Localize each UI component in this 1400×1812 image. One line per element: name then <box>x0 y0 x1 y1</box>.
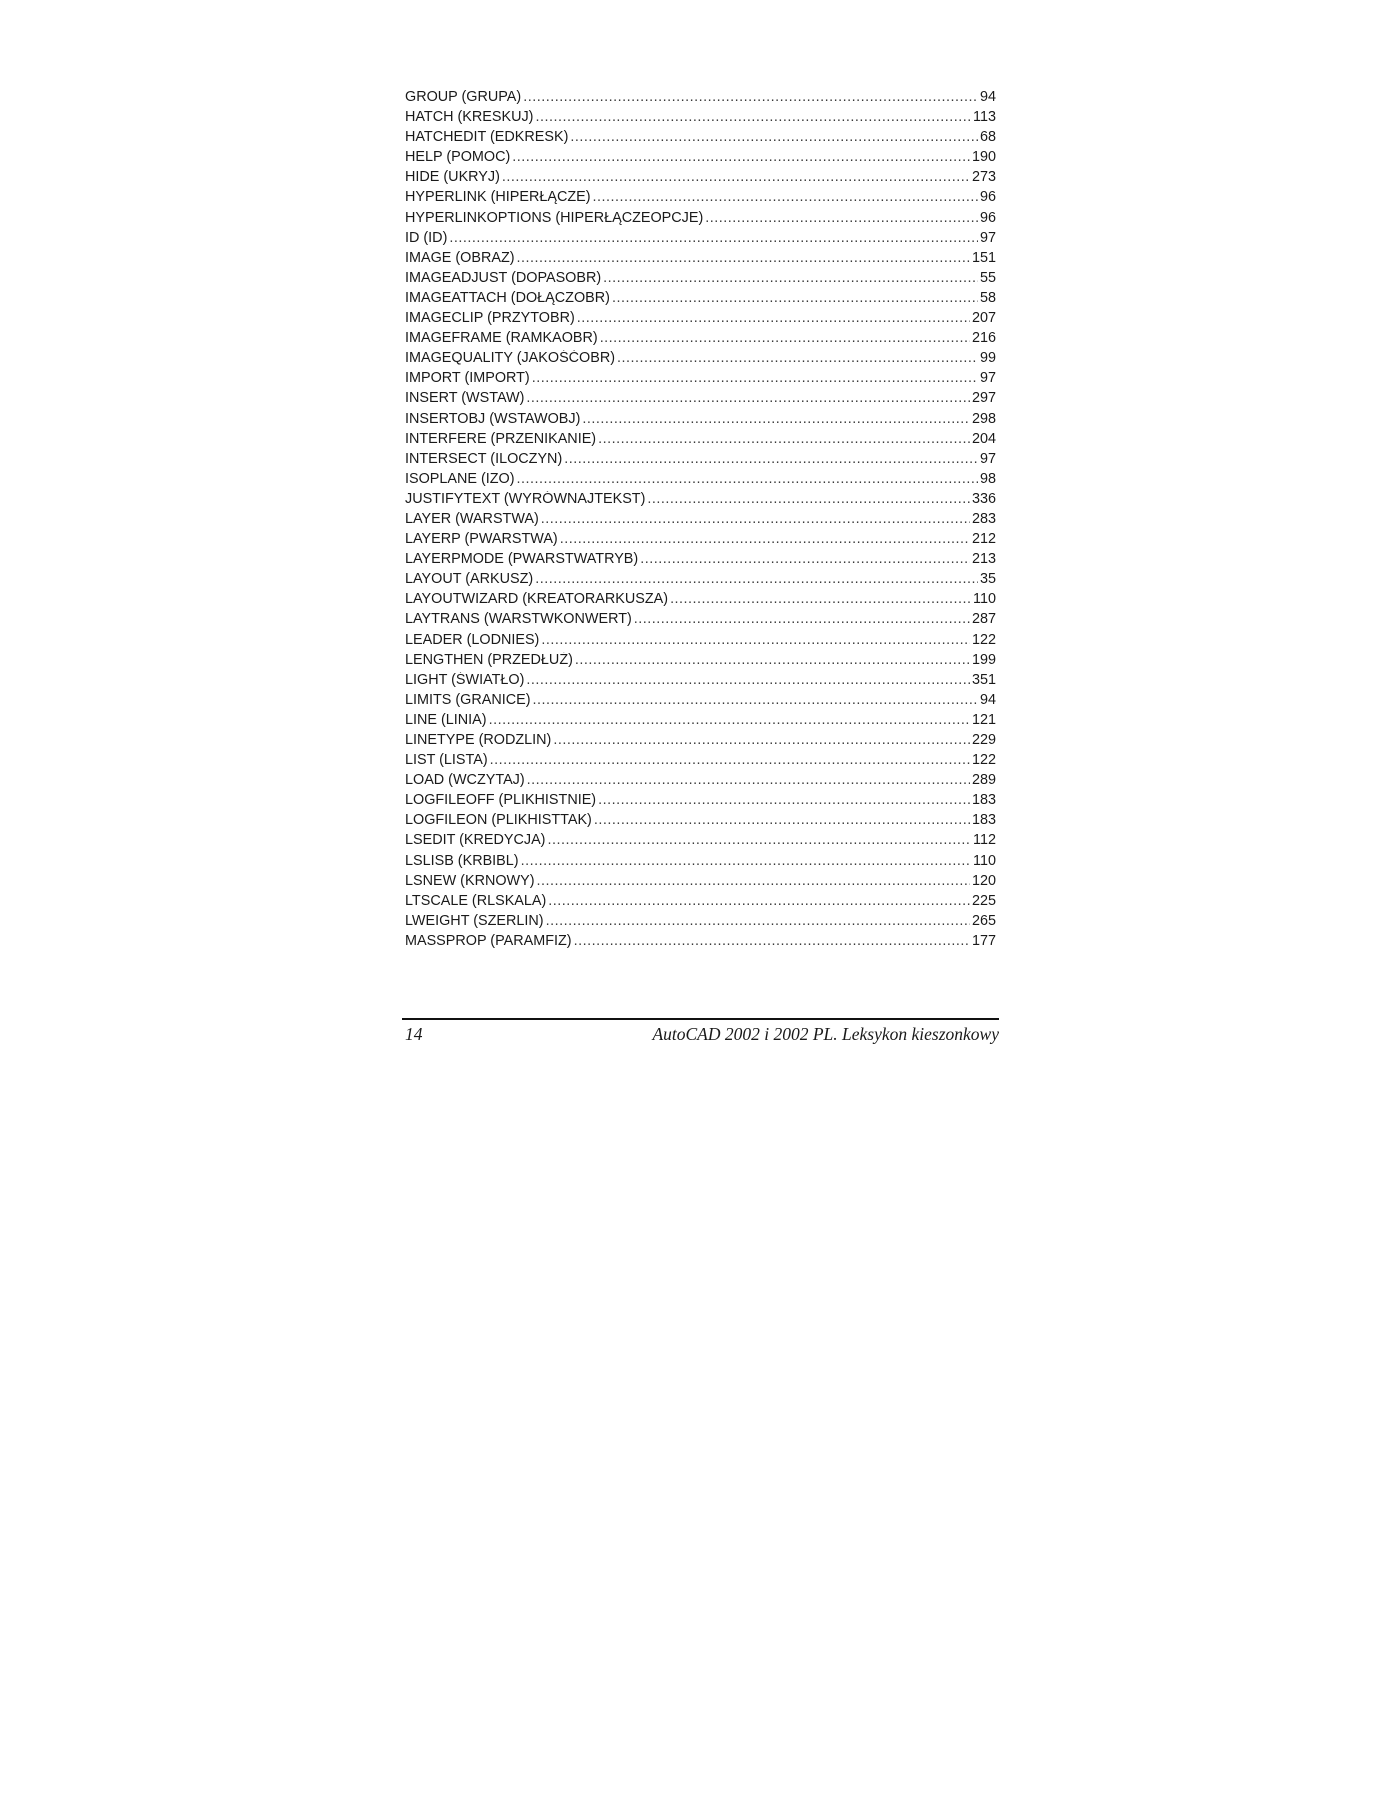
index-entry <box>405 712 996 732</box>
index-entry-page: 94 <box>979 89 996 105</box>
dot-leader <box>532 370 978 386</box>
index-entry-page: 96 <box>979 189 996 206</box>
dot-leader <box>502 169 970 185</box>
index-entry <box>405 169 996 189</box>
index-entry-term: LSEDIT (KREDYCJA) <box>405 832 546 849</box>
index-entry-term: HELP (POMOC) <box>405 149 511 166</box>
dot-leader <box>548 893 970 909</box>
dot-leader <box>535 571 978 587</box>
index-entry <box>405 531 996 551</box>
dot-leader <box>594 812 970 828</box>
index-entry-term: IMAGEADJUST (DOPASOBR) <box>405 269 602 286</box>
index-entry-page: 287 <box>971 611 996 628</box>
index-entry <box>405 330 996 350</box>
index-entry-term: HATCH (KRESKUJ) <box>405 109 534 126</box>
index-entry-page: 225 <box>971 892 996 909</box>
index-entry <box>405 350 996 370</box>
index-entry <box>405 411 996 431</box>
index-entry-term: LAYTRANS (WARSTWKONWERT) <box>405 611 632 628</box>
dot-leader <box>640 551 970 567</box>
index-entry-page: 58 <box>979 289 996 306</box>
index-entry-page: 265 <box>971 912 996 929</box>
index-entry-page: 120 <box>971 872 996 889</box>
index-entry <box>405 551 996 571</box>
index-entry-page: 112 <box>973 832 996 849</box>
index-entry-term: MASSPROP (PARAMFIZ) <box>405 932 572 949</box>
index-entry <box>405 451 996 471</box>
dot-leader <box>612 290 978 306</box>
dot-leader <box>553 732 970 748</box>
index-entry-page: 199 <box>971 651 996 668</box>
index-entry-page: 204 <box>971 430 996 447</box>
index-entry-page: 177 <box>971 932 996 949</box>
index-entry-term: LIGHT (ŚWIATŁO) <box>405 671 525 688</box>
index-entry <box>405 591 996 611</box>
index-entry <box>405 873 996 893</box>
dot-leader <box>577 310 970 326</box>
index-entry <box>405 853 996 873</box>
index-entry-page: 96 <box>979 209 996 226</box>
index-entry <box>405 832 996 852</box>
index-entry <box>405 471 996 491</box>
dot-leader <box>575 652 970 668</box>
index-entry <box>405 571 996 591</box>
dot-leader <box>634 611 970 627</box>
index-entry-term: IMAGE (OBRAZ) <box>405 249 515 266</box>
index-entry <box>405 89 996 109</box>
index-entry-term: LAYER (WARSTWA) <box>405 510 539 527</box>
index-entry <box>405 149 996 169</box>
dot-leader <box>526 672 970 688</box>
index-entry-page: 110 <box>973 591 996 608</box>
index-entry-term: LAYERP (PWARSTWA) <box>405 531 558 548</box>
index-entry-term: LWEIGHT (SZERLIN) <box>405 912 544 929</box>
index-entry-page: 207 <box>971 310 996 327</box>
index-entry-page: 289 <box>971 772 996 789</box>
index-entry-page: 336 <box>971 490 996 507</box>
dot-leader <box>593 189 978 205</box>
index-entry-term: LSLISB (KRBIBL) <box>405 852 519 869</box>
dot-leader <box>570 129 978 145</box>
dot-leader <box>546 913 970 929</box>
dot-leader <box>600 330 970 346</box>
index-entry <box>405 692 996 712</box>
page-number: 14 <box>405 1024 423 1044</box>
dot-leader <box>489 712 970 728</box>
index-entry <box>405 370 996 390</box>
index-entry <box>405 772 996 792</box>
index-entry-term: LEADER (LODNIES) <box>405 631 540 648</box>
index-entry <box>405 812 996 832</box>
index-entry-term: LINE (LINIA) <box>405 711 487 728</box>
index-entry-page: 68 <box>979 129 996 146</box>
index-entry <box>405 250 996 270</box>
index-entry-term: INTERSECT (ILOCZYN) <box>405 450 563 467</box>
index-entry-page: 190 <box>971 149 996 166</box>
index-entry-term: LTSCALE (RLSKALA) <box>405 892 547 909</box>
index-entry-page: 229 <box>971 732 996 748</box>
index-entry-term: LOAD (WCZYTAJ) <box>405 772 525 789</box>
dot-leader <box>449 230 978 246</box>
index-entry-page: 121 <box>971 711 996 728</box>
index-entry-term: INSERT (WSTAW) <box>405 390 525 407</box>
index-entry-page: 298 <box>971 410 996 427</box>
index-entry-page: 213 <box>971 551 996 568</box>
dot-leader <box>521 853 971 869</box>
index-entry-page: 183 <box>971 792 996 809</box>
index-entry-page: 97 <box>979 370 996 387</box>
index-entry-page: 94 <box>979 691 996 708</box>
dot-leader <box>564 451 978 467</box>
dot-leader <box>541 511 970 527</box>
dot-leader <box>617 350 978 366</box>
index-entry <box>405 270 996 290</box>
dot-leader <box>490 752 970 768</box>
dot-leader <box>523 89 978 105</box>
dot-leader <box>517 250 970 266</box>
index-entry <box>405 390 996 410</box>
index-entry-term: LIMITS (GRANICE) <box>405 691 531 708</box>
index-entry-term: LOGFILEON (PLIKHISTTAK) <box>405 812 592 829</box>
index-entry-page: 97 <box>979 450 996 467</box>
index-entry-term: JUSTIFYTEXT (WYRÓWNAJTEKST) <box>405 490 646 507</box>
index-entry <box>405 752 996 772</box>
index-entry-page: 97 <box>979 229 996 246</box>
index-entry <box>405 672 996 692</box>
index-entry <box>405 290 996 310</box>
index-entry-term: ISOPLANE (IZO) <box>405 470 515 487</box>
index-entry-term: INTERFERE (PRZENIKANIE) <box>405 430 597 447</box>
dot-leader <box>512 149 970 165</box>
index-entry-page: 216 <box>971 330 996 347</box>
index-entry <box>405 652 996 672</box>
dot-leader <box>537 873 970 889</box>
index-entry <box>405 893 996 913</box>
index-entry <box>405 491 996 511</box>
index-entry-term: LAYOUT (ARKUSZ) <box>405 571 534 588</box>
index-entry-term: HYPERLINKOPTIONS (HIPERŁĄCZEOPCJE) <box>405 209 704 226</box>
index-entry <box>405 230 996 250</box>
index-entry <box>405 511 996 531</box>
index-entry-term: LSNEW (KRNOWY) <box>405 872 535 889</box>
dot-leader <box>582 411 970 427</box>
index-entry <box>405 310 996 330</box>
dot-leader <box>526 390 970 406</box>
dot-leader <box>560 531 970 547</box>
index-entry-page: 55 <box>979 269 996 286</box>
index-entry-term: HIDE (UKRYJ) <box>405 169 500 186</box>
dot-leader <box>517 471 978 487</box>
command-index-list <box>405 89 996 953</box>
index-entry-term: LAYOUTWIZARD (KREATORARKUSZA) <box>405 591 669 608</box>
dot-leader <box>598 792 970 808</box>
dot-leader <box>603 270 978 286</box>
index-entry-page: 151 <box>971 249 996 266</box>
index-entry <box>405 109 996 129</box>
index-entry-term: LOGFILEOFF (PLIKHISTNIE) <box>405 792 597 809</box>
index-entry-term: IMAGEQUALITY (JAKOŚĆOBR) <box>405 350 616 367</box>
index-entry-page: 183 <box>971 812 996 829</box>
index-entry <box>405 189 996 209</box>
index-entry <box>405 913 996 933</box>
index-entry-page: 122 <box>971 752 996 769</box>
dot-leader <box>535 109 971 125</box>
dot-leader <box>541 632 970 648</box>
index-entry-page: 98 <box>979 470 996 487</box>
dot-leader <box>670 591 971 607</box>
index-entry-term: IMAGEATTACH (DOŁĄCZOBR) <box>405 289 610 306</box>
index-entry-term: INSERTOBJ (WSTAWOBJ) <box>405 410 581 427</box>
index-entry <box>405 732 996 752</box>
index-entry-term: LINETYPE (RODZLIN) <box>405 732 552 748</box>
index-entry-term: GROUP (GRUPA) <box>405 89 522 105</box>
index-entry-term: LAYERPMODE (PWARSTWATRYB) <box>405 551 639 568</box>
index-entry-term: IMPORT (IMPORT) <box>405 370 530 387</box>
index-entry-page: 122 <box>971 631 996 648</box>
index-entry-page: 283 <box>971 510 996 527</box>
index-entry-page: 212 <box>971 531 996 548</box>
index-entry <box>405 792 996 812</box>
index-entry-term: HYPERLINK (HIPERŁĄCZE) <box>405 189 591 206</box>
dot-leader <box>647 491 970 507</box>
index-entry <box>405 129 996 149</box>
dot-leader <box>574 933 970 949</box>
dot-leader <box>547 832 971 848</box>
dot-leader <box>527 772 970 788</box>
index-entry-term: HATCHEDIT (EDKRESK) <box>405 129 569 146</box>
index-entry <box>405 611 996 631</box>
index-entry-page: 99 <box>979 350 996 367</box>
dot-leader <box>598 431 970 447</box>
book-title: AutoCAD 2002 i 2002 PL. Leksykon kieszonkowy <box>652 1024 999 1044</box>
index-entry-term: IMAGEFRAME (RAMKAOBR) <box>405 330 598 347</box>
index-entry <box>405 210 996 230</box>
index-entry-term: LENGTHEN (PRZEDŁUŻ) <box>405 651 573 668</box>
index-entry <box>405 431 996 451</box>
index-entry <box>405 632 996 652</box>
index-entry <box>405 933 996 953</box>
footer-rule <box>402 1018 999 1020</box>
page-footer <box>402 1024 999 1045</box>
index-entry-term: IMAGECLIP (PRZYTOBR) <box>405 310 575 327</box>
dot-leader <box>533 692 978 708</box>
dot-leader <box>705 210 978 226</box>
index-entry-page: 110 <box>973 852 996 869</box>
index-entry-page: 273 <box>971 169 996 186</box>
index-entry-term: ID (ID) <box>405 229 448 246</box>
index-entry-term: LIST (LISTA) <box>405 752 488 769</box>
index-entry-page: 113 <box>973 109 996 126</box>
index-entry-page: 297 <box>971 390 996 407</box>
index-entry-page: 351 <box>971 671 996 688</box>
index-entry-page: 35 <box>979 571 996 588</box>
